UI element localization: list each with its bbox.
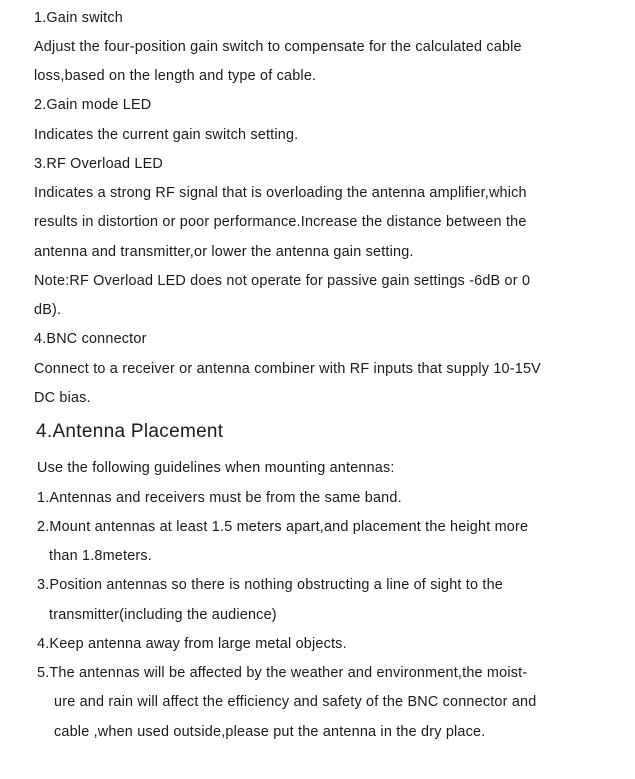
item-body-line: antenna and transmitter,or lower the antenna gain setting. bbox=[34, 244, 414, 260]
guideline-item-continuation: than 1.8meters. bbox=[49, 548, 152, 564]
guideline-item: 4.Keep antenna away from large metal objects. bbox=[37, 636, 347, 652]
item-body-line: Adjust the four-position gain switch to compensate for the calculated cable bbox=[34, 39, 522, 55]
item-note-line: dB). bbox=[34, 302, 62, 318]
item-note-line: Note:RF Overload LED does not operate for passive gain settings -6dB or 0 bbox=[34, 273, 531, 289]
item-body-line: Connect to a receiver or antenna combiner with RF inputs that supply 10-15V bbox=[34, 361, 541, 377]
item-body-line: Indicates a strong RF signal that is overloading the antenna amplifier,which bbox=[34, 185, 527, 201]
item-title-gain-switch: 1.Gain switch bbox=[34, 10, 123, 26]
guideline-item-continuation: ure and rain will affect the efficiency and safety of the BNC connector and bbox=[54, 694, 537, 710]
guideline-item: 3.Position antennas so there is nothing obstructing a line of sight to the bbox=[37, 577, 503, 593]
item-title-bnc-connector: 4.BNC connector bbox=[34, 331, 147, 347]
guideline-item-continuation: cable ,when used outside,please put the antenna in the dry place. bbox=[54, 724, 486, 740]
item-body-line: Indicates the current gain switch setting. bbox=[34, 127, 299, 143]
item-title-gain-mode-led: 2.Gain mode LED bbox=[34, 97, 152, 113]
guideline-item: 2.Mount antennas at least 1.5 meters apart,and placement the height more bbox=[37, 519, 529, 535]
item-body-line: results in distortion or poor performance.Increase the distance between the bbox=[34, 214, 527, 230]
item-body-line: DC bias. bbox=[34, 390, 91, 406]
guideline-item-continuation: transmitter(including the audience) bbox=[49, 607, 277, 623]
guideline-item: 5.The antennas will be affected by the weather and environment,the moist- bbox=[37, 665, 528, 681]
section-heading-antenna-placement: 4.Antenna Placement bbox=[36, 421, 224, 442]
item-title-rf-overload-led: 3.RF Overload LED bbox=[34, 156, 163, 172]
placement-intro: Use the following guidelines when mounting antennas: bbox=[37, 460, 395, 476]
guideline-item: 1.Antennas and receivers must be from the same band. bbox=[37, 490, 402, 506]
item-body-line: loss,based on the length and type of cable. bbox=[34, 68, 317, 84]
